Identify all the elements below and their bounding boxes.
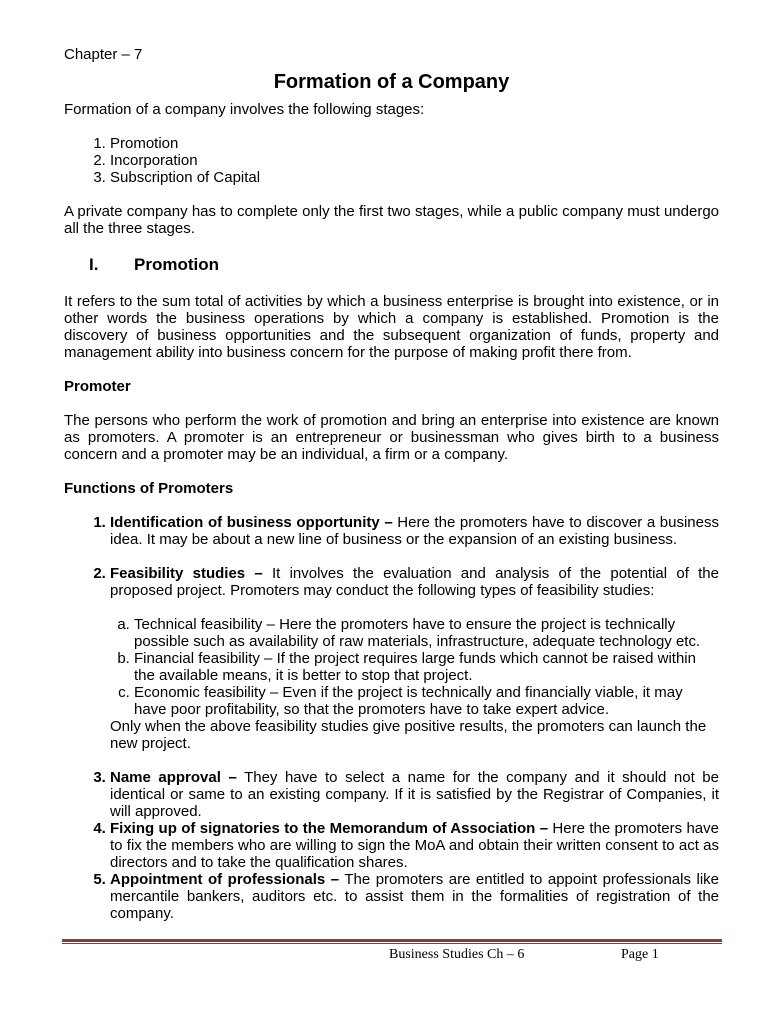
- stage-item: 2. Incorporation: [110, 152, 719, 169]
- function-item-title: Feasibility studies –: [110, 565, 263, 582]
- functions-list: [64, 514, 719, 922]
- function-item: [110, 514, 719, 548]
- feasibility-types-list: [110, 616, 719, 718]
- section-title: Promotion: [134, 255, 219, 274]
- feasibility-type-item: c. Economic feasibility – Even if the project is technically and financially viable, it may have poor profitability, so that the promoters have to take expert advice.: [134, 684, 719, 718]
- chapter-label: Chapter – 7: [64, 46, 143, 63]
- function-item: [110, 565, 719, 752]
- section-number: I.: [89, 255, 99, 274]
- stage-item: 3. Subscription of Capital: [110, 169, 719, 186]
- footer-page-number: Page 1: [621, 947, 659, 962]
- function-item-text: The promoters are entitled to appoint professionals like mercantile bankers, auditors etc. to assist them in the formalities of registration of the company.: [110, 871, 719, 922]
- function-item-text: It involves the evaluation and analysis of the potential of the proposed project. Promoters may conduct the following types of feasibility studies:: [110, 565, 719, 599]
- function-item-text: Here the promoters have to discover a business idea. It may be about a new line of business or the expansion of an existing business.: [110, 514, 719, 548]
- section-heading: [64, 254, 719, 276]
- feasibility-type-item: b. Financial feasibility – If the project requires large funds which cannot be raised within the available means, it is better to stop that project.: [134, 650, 719, 684]
- promoter-heading: Promoter: [64, 378, 131, 395]
- functions-heading: Functions of Promoters: [64, 480, 234, 497]
- function-item-title: Fixing up of signatories to the Memorandum of Association –: [110, 820, 549, 837]
- feasibility-note: Only when the above feasibility studies give positive results, the promoters can launch the new project.: [110, 718, 707, 752]
- function-item: [110, 871, 719, 922]
- footer-rule-thin: [62, 943, 722, 944]
- stages-list: [64, 135, 719, 186]
- footer-book-title: Business Studies Ch – 6: [389, 947, 525, 962]
- stage-item: 1. Promotion: [110, 135, 719, 152]
- function-item-text: They have to select a name for the company and it should not be identical or same to an existing company. If it is satisfied by the Registrar of Companies, it will approved.: [110, 769, 719, 820]
- function-item-title: Identification of business opportunity –: [110, 514, 393, 531]
- function-item: [110, 769, 719, 820]
- private-public-paragraph: A private company has to complete only the first two stages, while a public company must undergo all the three stages.: [64, 203, 719, 237]
- intro-paragraph: Formation of a company involves the following stages:: [64, 101, 425, 118]
- function-item-title: Name approval –: [110, 769, 237, 786]
- page-title: Formation of a Company: [273, 71, 510, 93]
- function-item-title: Appointment of professionals –: [110, 871, 340, 888]
- feasibility-type-item: a. Technical feasibility – Here the promoters have to ensure the project is technically possible such as availability of raw materials, infrastructure, adequate technology etc.: [134, 616, 719, 650]
- function-item: [110, 820, 719, 871]
- promoter-definition: The persons who perform the work of promotion and bring an enterprise into existence are known as promoters. A promoter is an entrepreneur or businessman who gives birth to a business concern and a promoter may be an individual, a firm or a company.: [64, 412, 719, 463]
- footer-rule: [62, 939, 722, 942]
- document-page: [64, 44, 719, 922]
- promotion-definition: It refers to the sum total of activities by which a business enterprise is brought into existence, or in other words the business operations by which a company is established. Promotion is the discovery of business opportunities and the subsequent organization of funds, property and management ability into business concern for the purpose of making profit there from.: [64, 293, 719, 361]
- function-item-text: Here the promoters have to fix the members who are willing to sign the MoA and obtain their written consent to act as directors and to take the qualification shares.: [110, 820, 719, 871]
